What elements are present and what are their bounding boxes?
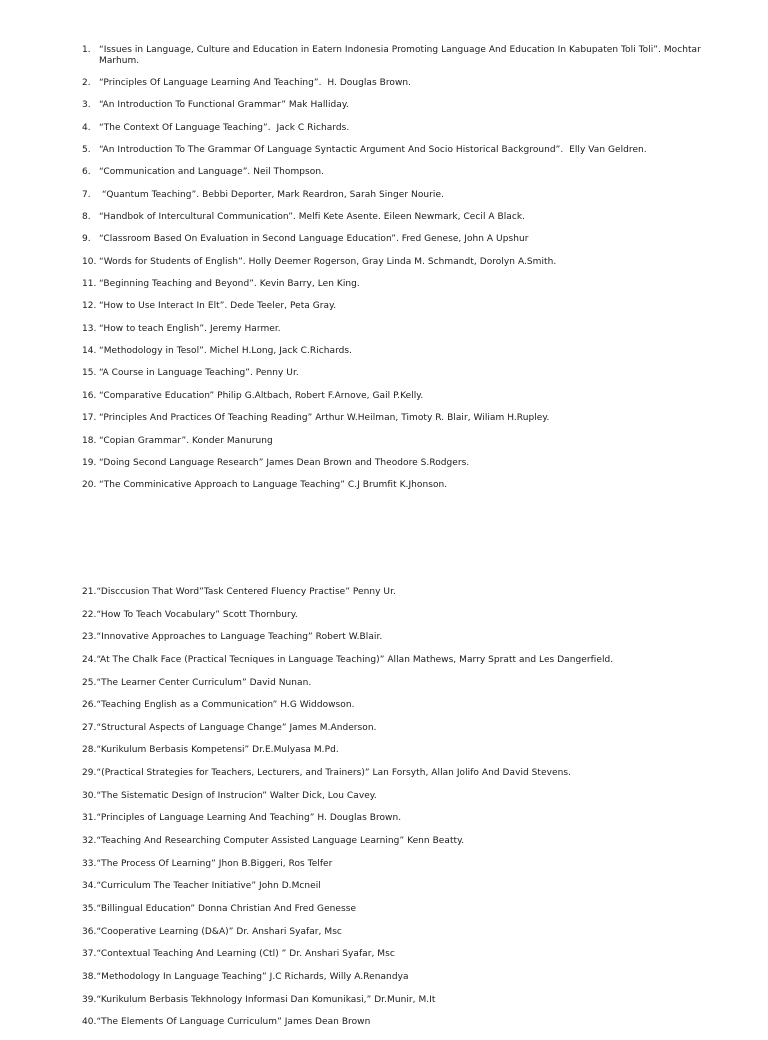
- reference-item: [82, 972, 742, 983]
- reference-text: “The Learner Center Curriculum” David Nunan.: [96, 677, 312, 688]
- reference-item: [82, 346, 742, 357]
- reference-item: [82, 632, 742, 643]
- reference-item: [82, 480, 742, 491]
- reference-item: [82, 745, 742, 756]
- reference-item: [82, 700, 742, 711]
- reference-text: “Principles And Practices Of Teaching Reading” Arthur W.Heilman, Timoty R. Blair, Wiliam H.Rupley.: [99, 413, 550, 424]
- reference-item: [82, 859, 742, 870]
- reference-text: “Teaching And Researching Computer Assisted Language Learning” Kenn Beatty.: [96, 836, 465, 847]
- reference-item: [82, 949, 742, 960]
- reference-item: [82, 791, 742, 802]
- reference-item: [82, 257, 742, 268]
- reference-text: “Beginning Teaching and Beyond”. Kevin Barry, Len King.: [99, 279, 360, 290]
- reference-number: 31.: [82, 813, 97, 824]
- reference-number: 5.: [82, 145, 91, 156]
- reference-item: [82, 145, 742, 156]
- reference-text: “Billingual Education” Donna Christian And Fred Genesse: [96, 903, 357, 914]
- reference-item: [82, 723, 742, 734]
- reference-item: [82, 610, 742, 621]
- reference-item: [82, 167, 742, 178]
- reference-text: “(Practical Strategies for Teachers, Lecturers, and Trainers)” Lan Forsyth, Allan Jolifo And David Stevens.: [96, 768, 571, 779]
- reference-number: 3.: [82, 100, 91, 111]
- reference-text: “Principles of Language Learning And Teaching” H. Douglas Brown.: [96, 813, 402, 824]
- reference-item: [82, 212, 742, 223]
- reference-text: “Structural Aspects of Language Change” James M.Anderson.: [96, 722, 377, 733]
- reference-number: 36.: [82, 926, 97, 937]
- reference-item: [82, 234, 742, 245]
- reference-text: “How to Use Interact In Elt”. Dede Teeler, Peta Gray.: [99, 301, 337, 312]
- reference-number: 33.: [82, 858, 97, 869]
- reference-item: [82, 458, 742, 469]
- reference-item: [82, 678, 742, 689]
- reference-text: “Comparative Education” Philip G.Altbach, Robert F.Arnove, Gail P.Kelly.: [99, 390, 424, 401]
- reference-text: “The Comminicative Approach to Language Teaching” C.J Brumfit K.Jhonson.: [99, 480, 448, 491]
- reference-number: 21.: [82, 587, 97, 597]
- reference-number: 16.: [82, 390, 97, 401]
- reference-item: [82, 368, 742, 379]
- reference-item: [82, 655, 742, 666]
- reference-text: “Innovative Approaches to Language Teaching” Robert W.Blair.: [96, 632, 383, 643]
- reference-text: “The Elements Of Language Curriculum” James Dean Brown: [96, 1017, 371, 1028]
- reference-number: 9.: [82, 234, 91, 245]
- reference-text: “Teaching English as a Communication” H.G Widdowson.: [96, 700, 355, 711]
- reference-number: 6.: [82, 167, 91, 178]
- reference-item: [82, 279, 742, 290]
- reference-number: 15.: [82, 368, 97, 379]
- reference-number: 34.: [82, 881, 97, 892]
- reference-text: “Issues in Language, Culture and Education in Eatern Indonesia Promoting Language And Education In Kabupaten Toli Toli”. Mochtar Marhum.: [99, 45, 704, 66]
- reference-text: “At The Chalk Face (Practical Tecniques in Language Teaching)” Allan Mathews, Marry Spratt and Les Dangerfield.: [96, 654, 614, 665]
- reference-number: 32.: [82, 836, 97, 847]
- reference-number: 1.: [82, 45, 91, 55]
- reference-list-part-2: [82, 587, 742, 1040]
- reference-list-part-1: [82, 45, 742, 503]
- reference-text: “An Introduction To The Grammar Of Language Syntactic Argument And Socio Historical Background”. Elly Van Geldren.: [99, 145, 647, 156]
- reference-number: 14.: [82, 346, 97, 357]
- reference-text: “An Introduction To Functional Grammar” Mak Halliday.: [99, 100, 349, 111]
- reference-item: [82, 768, 742, 779]
- reference-text: “Disccusion That Word”Task Centered Fluency Practise” Penny Ur.: [96, 587, 396, 597]
- reference-item: [82, 190, 742, 201]
- reference-item: [82, 123, 742, 134]
- reference-number: 17.: [82, 413, 97, 424]
- reference-number: 37.: [82, 949, 97, 960]
- reference-number: 27.: [82, 722, 97, 733]
- reference-text: “Contextual Teaching And Learning (Ctl) ” Dr. Anshari Syafar, Msc: [96, 949, 395, 960]
- reference-number: 23.: [82, 632, 97, 643]
- reference-text: “Methodology In Language Teaching” J.C Richards, Willy A.Renandya: [96, 971, 409, 982]
- reference-item: [82, 413, 742, 424]
- reference-text: “How To Teach Vocabulary” Scott Thornbury.: [96, 609, 298, 620]
- reference-number: 28.: [82, 745, 97, 756]
- reference-item: [82, 100, 742, 111]
- reference-number: 13.: [82, 323, 97, 334]
- reference-text: “Handbok of Intercultural Communication”. Melfi Kete Asente. Eileen Newmark, Cecil A Black.: [99, 212, 526, 223]
- reference-number: 11.: [82, 279, 97, 290]
- reference-number: 29.: [82, 768, 97, 779]
- reference-text: “Words for Students of English”. Holly Deemer Rogerson, Gray Linda M. Schmandt, Dorolyn A.Smith.: [99, 256, 557, 267]
- reference-item: [82, 78, 742, 89]
- reference-item: [82, 836, 742, 847]
- reference-number: 40.: [82, 1017, 97, 1028]
- reference-number: 18.: [82, 435, 97, 446]
- reference-text: “Methodology in Tesol”. Michel H.Long, Jack C.Richards.: [99, 346, 353, 357]
- reference-number: 24.: [82, 654, 97, 665]
- reference-number: 35.: [82, 903, 97, 914]
- reference-text: “Copian Grammar”. Konder Manurung: [99, 435, 273, 446]
- reference-number: 7.: [82, 189, 91, 200]
- reference-item: [82, 1017, 742, 1028]
- reference-item: [82, 391, 742, 402]
- reference-text: “Curriculum The Teacher Initiative” John D.Mcneil: [96, 881, 321, 892]
- reference-number: 19.: [82, 457, 97, 468]
- reference-item: [82, 927, 742, 938]
- reference-text: “Cooperative Learning (D&A)” Dr. Anshari Syafar, Msc: [96, 926, 342, 937]
- reference-text: “The Process Of Learning” Jhon B.Biggeri, Ros Telfer: [96, 858, 333, 869]
- reference-text: “Doing Second Language Research” James Dean Brown and Theodore S.Rodgers.: [99, 457, 470, 468]
- reference-item: [82, 995, 742, 1006]
- reference-text: “Classroom Based On Evaluation in Second Language Education”. Fred Genese, John A Upshur: [99, 234, 529, 245]
- reference-text: “Quantum Teaching”. Bebbi Deporter, Mark Reardron, Sarah Singer Nourie.: [99, 189, 444, 200]
- reference-item: [82, 881, 742, 892]
- reference-number: 26.: [82, 700, 97, 711]
- reference-text: “Kurikulum Berbasis Kompetensi” Dr.E.Mulyasa M.Pd.: [96, 745, 339, 756]
- reference-number: 22.: [82, 609, 97, 620]
- reference-text: “The Sistematic Design of Instrucion” Walter Dick, Lou Cavey.: [96, 790, 377, 801]
- reference-text: “A Course in Language Teaching”. Penny Ur.: [99, 368, 299, 379]
- reference-text: “The Context Of Language Teaching”. Jack C Richards.: [99, 122, 350, 133]
- reference-number: 39.: [82, 994, 97, 1005]
- reference-text: “Kurikulum Berbasis Tekhnology Informasi Dan Komunikasi,” Dr.Munir, M.It: [96, 994, 436, 1005]
- reference-number: 38.: [82, 971, 97, 982]
- reference-number: 25.: [82, 677, 97, 688]
- reference-number: 30.: [82, 790, 97, 801]
- reference-item: [82, 587, 742, 598]
- reference-number: 2.: [82, 78, 91, 88]
- reference-number: 4.: [82, 122, 91, 133]
- reference-text: “Principles Of Language Learning And Teaching”. H. Douglas Brown.: [99, 78, 412, 88]
- reference-item: [82, 436, 742, 447]
- reference-number: 8.: [82, 212, 91, 223]
- reference-item: [82, 324, 742, 335]
- reference-item: [82, 45, 742, 67]
- reference-number: 12.: [82, 301, 97, 312]
- reference-item: [82, 813, 742, 824]
- reference-text: “Communication and Language”. Neil Thompson.: [99, 167, 325, 178]
- reference-number: 10.: [82, 256, 97, 267]
- reference-item: [82, 301, 742, 312]
- reference-item: [82, 904, 742, 915]
- reference-text: “How to teach English”. Jeremy Harmer.: [99, 323, 281, 334]
- reference-number: 20.: [82, 480, 97, 491]
